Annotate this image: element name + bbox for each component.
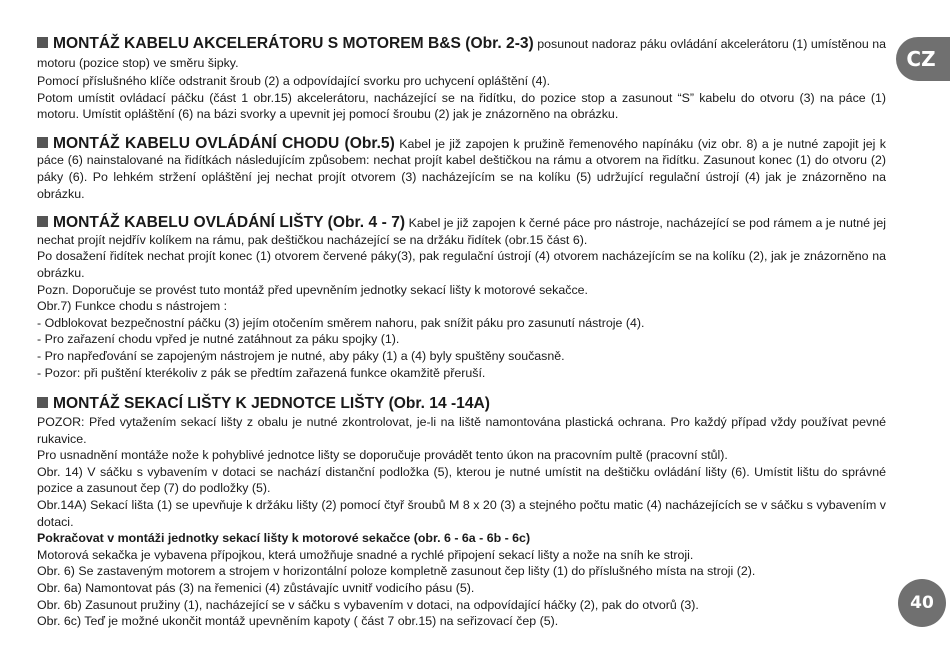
subheading: Pokračovat v montáži jednotky sekací lišty k motorové sekačce (obr. 6 - 6a - 6b - 6c) [37,531,531,546]
section-accelerator-cable [37,34,886,123]
paragraph: Kabel je již zapojen k pružině řemenového napínáku (viz obr. 8) a je nutné zapojit jej k páce (6) nainstalované na řidítkách následujícím způsobem: nechat projít kabel deštičkou na rámu a otvorem na řidítku. Zasunout konec (1) do otvoru (2) páky (6). Po lehkém stržení opláštění jej nechat projít otvorem (3) nacházejícím se na kolíku (5) udržující regulační ústrojí (4) jak je znázorněno na obrázku. [37,136,886,201]
paragraph: Pomocí příslušného klíče odstranit šroub (2) a odpovídající svorku pro uchycení opláštění (4). [37,74,551,88]
paragraph: Kabel je již zapojen k černé páce pro nástroje, nacházející se pod rámem a je nutné jej nechat projít nejdřív kolíkem na rámu, pak deštičkou nacházející se na držáku řidítek (obr.15 část 6). [37,216,886,247]
section-heading: MONTÁŽ KABELU OVLÁDÁNÍ LIŠTY (Obr. 4 - 7) [53,214,406,232]
section-blade-cable [37,215,886,381]
section-drive-cable [37,136,886,202]
section-heading: MONTÁŽ KABELU OVLÁDÁNÍ CHODU (Obr.5) [53,134,395,152]
paragraph: Potom umístit ovládací páčku (část 1 obr.15) akcelerátoru, nacházející se na řidítku, do pozice stop a zasunout “S” kabelu do otvoru (3) na páce (1) motoru. Umístit opláštění (6) na bázi svorky a upevnit jej pomocí šroubu (2) jak je znázorněno na obrázku. [37,90,886,122]
list-item: - Pro napřeďování se zapojeným nástrojem je nutné, aby páky (1) a (4) byly spuštěny současně. [37,348,565,363]
square-bullet-icon [37,137,48,148]
paragraph: Obr.7) Funkce chodu s nástrojem : [37,299,228,314]
section-heading-line [37,394,886,414]
page-number-badge: 40 [898,579,946,627]
section-heading: MONTÁŽ KABELU AKCELERÁTORU S MOTOREM B&S (Obr. 2-3) [53,35,534,52]
section-cutter-bar [37,394,886,630]
paragraph: Obr.14A) Sekací lišta (1) se upevňuje k držáku lišty (2) pomocí čtyř šroubů M 8 x 20 (3) a stejného počtu matic (4) nacházejících se v sáčku s vybavením v dotaci. [37,498,886,529]
paragraph: Motorová sekačka je vybavena přípojkou, která umožňuje snadné a rychlé připojení sekací lišty a nože na sníh ke stroji. [37,547,694,562]
paragraph: POZOR: Před vytažením sekací lišty z obalu je nutné zkontrolovat, je-li na liště namontována plastická ochrana. Pro každý případ vždy používat pevné rukavice. [37,415,886,446]
section-heading: MONTÁŽ SEKACÍ LIŠTY K JEDNOTCE LIŠTY (Obr. 14 -14A) [53,395,490,413]
square-bullet-icon [37,397,48,408]
list-item: - Pro zařazení chodu vpřed je nutné zatáhnout za páku spojky (1). [37,332,400,347]
paragraph: Pozn. Doporučuje se provést tuto montáž před upevněním jednotky sekací lišty k motorové sekačce. [37,282,588,297]
list-item: - Odblokovat bezpečnostní páčku (3) jejím otočením směrem nahoru, pak snížit páku pro zasunutí nástroje (4). [37,315,645,330]
paragraph: Obr. 6c) Teď je možné ukončit montáž upevněním kapoty ( část 7 obr.15) na seřizovací čep (5). [37,614,559,629]
paragraph: Obr. 6a) Namontovat pás (3) na řemenici (4) zůstávajíc uvnitř vodicího pásu (5). [37,581,475,596]
section-intro [37,34,886,73]
section-intro [37,136,886,202]
paragraph: Obr. 14) V sáčku s vybavením v dotaci se nachází distanční podložka (5), kterou je nutné umístit na deštičku ovládání lišty (6). Umístit lištu do správné pozice a zasunout čep (7) do podložky (5). [37,464,886,496]
paragraph: Po dosažení řidítek nechat projít konec (1) otvorem červené páky(3), pak regulační ústrojí (4) otvorem nacházejícím se na kolíku (2), jak je znázorněno na obrázku. [37,249,886,280]
square-bullet-icon [37,216,48,227]
paragraph: Pro usnadnění montáže nože k pohyblivé jednotce lišty se doporučuje provádět tento úkon na pracovním pultě (pracovní stůl). [37,448,728,463]
list-item: - Pozor: při puštění kterékoliv z pák se předtím zařazená funkce okamžitě přeruší. [37,365,486,380]
language-tab: CZ [896,37,950,81]
section-intro [37,215,886,248]
paragraph: Obr. 6b) Zasunout pružiny (1), nacházející se v sáčku s vybavením v dotaci, na odpovídající háčky (2), pak do otvorů (3). [37,597,699,612]
paragraph: Obr. 6) Se zastaveným motorem a strojem v horizontální poloze kompletně zasunout čep lišty (1) do příslušného místa na stroji (2). [37,564,756,579]
paragraph: posunout nadoraz páku ovládání akcelerátoru (1) umístěnou na motoru (pozice stop) ve směru šipky. [37,37,886,70]
page-content [37,34,886,630]
square-bullet-icon [37,37,48,48]
